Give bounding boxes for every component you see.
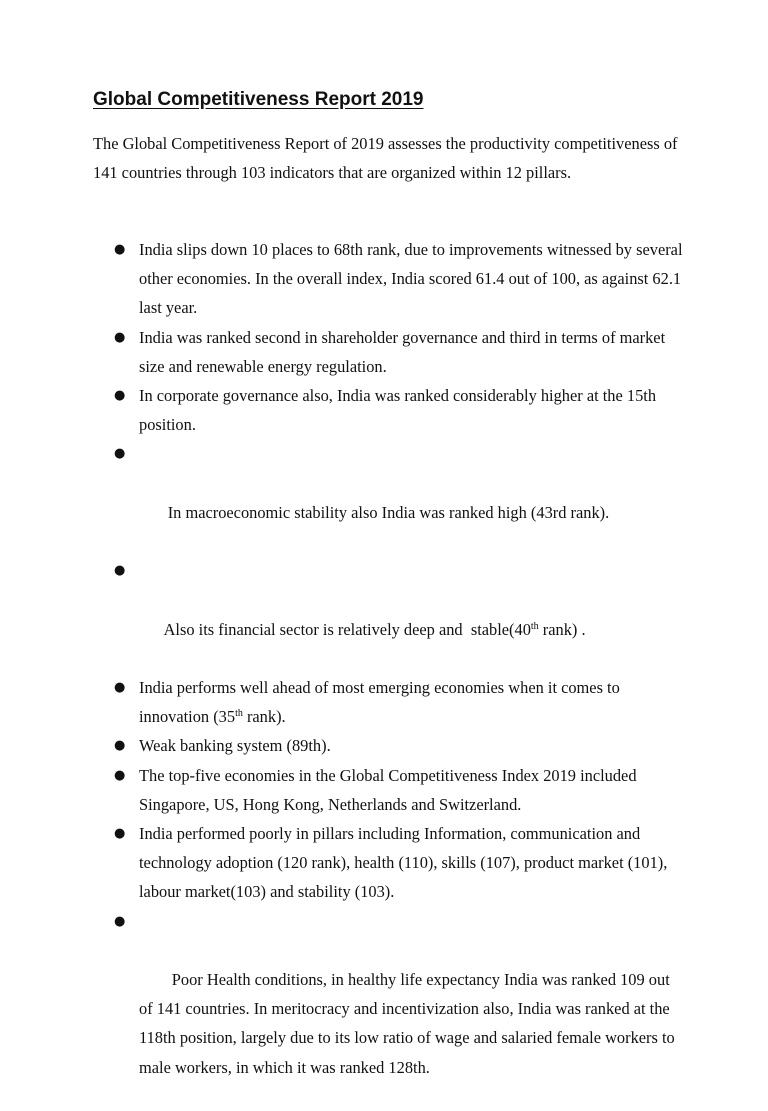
superscript-suffix: th [235,708,243,720]
list-item-text: In macroeconomic stability also India was ranked high (43rd rank). [163,502,610,522]
list-item-text: Poor Health conditions, in healthy life expectancy India was ranked 109 out of 141 countries. In meritocracy and incentivization also, India was ranked at the 118th position, largely due to its low ratio of wage and salaried female workers to male workers, in which it was ranked 128th. [139,970,679,1077]
list-item-text: In corporate governance also, India was ranked considerably higher at the 15th position. [139,386,657,435]
bullet-icon: ● [114,388,126,404]
document-title: Global Competitiveness Report 2019 [93,89,424,110]
bullet-icon: ● [114,680,126,696]
list-item [93,761,683,819]
list-item [93,439,683,556]
list-item-text: India performs well ahead of most emerging economies when it comes to innovation (35 [139,678,620,727]
list-item [93,235,683,323]
bullet-icon: ● [114,563,126,579]
list-item [93,556,683,673]
bullet-icon: ● [114,913,126,929]
bullet-icon: ● [114,826,126,842]
bullet-icon: ● [114,446,126,462]
bullet-icon: ● [114,767,126,783]
bullet-icon: ● [114,329,126,345]
list-item-text: India was ranked second in shareholder governance and third in terms of market size and renewable energy regulation. [139,327,666,376]
list-item [93,381,683,439]
superscript-suffix: th [530,620,539,632]
intro-paragraph: The Global Competitiveness Report of 2019 assesses the productivity competitiveness of 141 countries through 103 indicators that are organized within 12 pillars. [93,134,678,183]
list-item-text: The top-five economies in the Global Competitiveness Index 2019 included Singapore, US, Hong Kong, Netherlands and Switzerland. [139,765,637,814]
bullet-list [93,235,683,1111]
list-item-text: India performed poorly in pillars including Information, communication and technology adoption (120 rank), health (110), skills (107), product market (101), labour market(103) and stability (103). [139,824,668,902]
list-item [93,673,683,731]
list-item [93,731,683,760]
list-item-text: Also its financial sector is relatively deep and stable(40 [163,619,531,639]
list-item-text: Weak banking system (89th). [139,736,331,756]
list-item-text-end: rank). [242,707,286,727]
list-item-text: India slips down 10 places to 68th rank, due to improvements witnessed by several other economies. In the overall index, India scored 61.4 out of 100, as against 62.1 last year. [139,240,683,318]
bullet-icon: ● [114,738,126,754]
list-item [93,819,683,907]
list-item [93,323,683,381]
list-item-text-end: rank) . [538,619,586,639]
list-item [93,907,683,1111]
bullet-icon: ● [114,242,126,257]
